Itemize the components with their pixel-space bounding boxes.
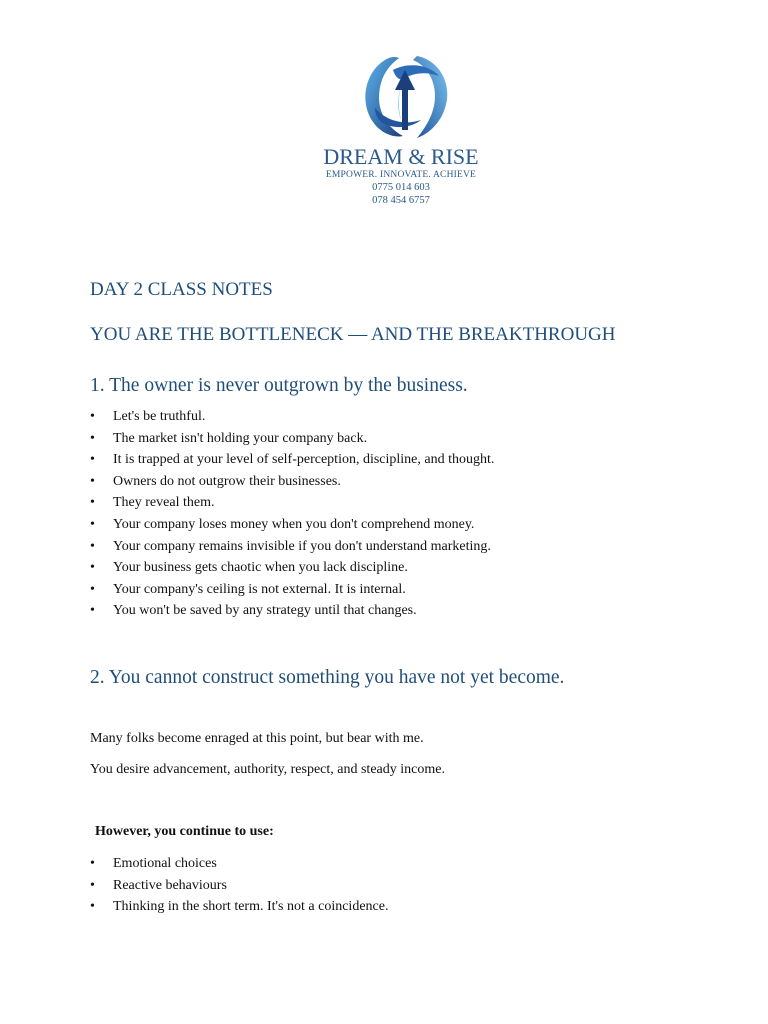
section2-bold-label: However, you continue to use: (95, 824, 274, 839)
section2-paragraph-1: Many folks become enraged at this point, but bear with me. (90, 731, 424, 746)
list-item: • It is trapped at your level of self-perception, discipline, and thought. (90, 449, 494, 471)
list-item: • You won't be saved by any strategy until that changes. (90, 600, 494, 622)
list-item: • Your company's ceiling is not external. It is internal. (90, 579, 494, 601)
main-title: YOU ARE THE BOTTLENECK — AND THE BREAKTHROUGH (90, 324, 616, 345)
day-heading: DAY 2 CLASS NOTES (90, 279, 273, 300)
section2-heading: 2. You cannot construct something you have not yet become. (90, 667, 565, 688)
list-item: • Thinking in the short term. It's not a coincidence. (90, 896, 388, 918)
list-item: • Your business gets chaotic when you lack discipline. (90, 557, 494, 579)
section2-paragraph-2: You desire advancement, authority, respect, and steady income. (90, 762, 445, 777)
section1-heading: 1. The owner is never outgrown by the business. (90, 375, 468, 396)
list-item: • Your company remains invisible if you don't understand marketing. (90, 536, 494, 558)
list-item: • The market isn't holding your company back. (90, 428, 494, 450)
list-item: • Let's be truthful. (90, 406, 494, 428)
list-item: • Your company loses money when you don't comprehend money. (90, 514, 494, 536)
brand-phone-2: 078 454 6757 (372, 195, 430, 206)
list-item: • Reactive behaviours (90, 875, 388, 897)
list-item: • They reveal them. (90, 492, 494, 514)
list-item: • Owners do not outgrow their businesses. (90, 471, 494, 493)
brand-block (0, 144, 768, 207)
list-item: • Emotional choices (90, 853, 388, 875)
brand-phone-1: 0775 014 603 (372, 182, 430, 193)
section1-bullet-list (90, 406, 494, 622)
dream-rise-logo-icon (355, 50, 455, 142)
brand-tagline: EMPOWER. INNOVATE. ACHIEVE (325, 170, 477, 180)
section2-bullet-list (90, 853, 388, 918)
brand-name: DREAM & RISE (323, 144, 479, 169)
